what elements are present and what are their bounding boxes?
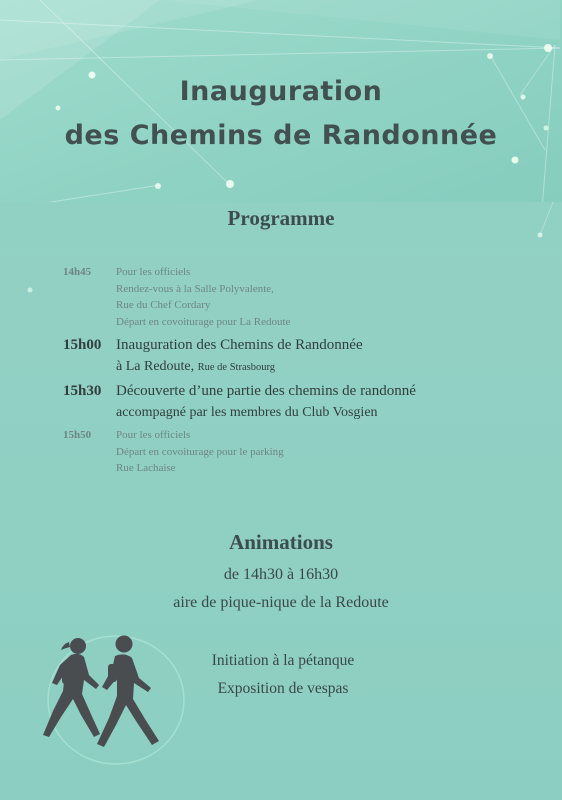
schedule-time: 15h00: [63, 337, 102, 353]
schedule-line: Inauguration des Chemins de Randonnée: [116, 337, 363, 353]
schedule-line: accompagné par les membres du Club Vosgien: [116, 405, 378, 420]
schedule-line: Rendez-vous à la Salle Polyvalente,: [116, 282, 274, 295]
animations-hours: de 14h30 à 16h30: [223, 566, 339, 583]
header-banner: [0, 0, 562, 202]
schedule-line: Rue Lachaise: [116, 462, 176, 474]
schedule-location: à La Redoute,: [116, 359, 195, 374]
activity-item: Exposition de vespas: [217, 680, 349, 697]
schedule-line: Départ en covoiturage pour La Redoute: [116, 315, 291, 328]
animations-heading: Animations: [229, 530, 333, 554]
schedule-item: [63, 334, 523, 380]
schedule-line: Pour les officiels: [116, 429, 191, 441]
programme-heading: Programme: [227, 206, 335, 230]
schedule-time: 15h50: [63, 429, 92, 441]
activity-item: Initiation à la pétanque: [211, 652, 355, 669]
schedule-street: Rue de Strasbourg: [197, 362, 276, 373]
schedule-time: 15h30: [63, 383, 102, 399]
title-line-1: Inauguration: [179, 76, 383, 107]
schedule-line: Départ en covoiturage pour le parking: [116, 445, 284, 458]
schedule-line: [116, 356, 526, 379]
hikers-silhouette-icon: [38, 628, 188, 768]
schedule-item: [63, 380, 523, 426]
animations-place: aire de pique-nique de la Redoute: [173, 594, 389, 611]
schedule-time: 14h45: [63, 266, 92, 278]
schedule-item: [63, 427, 523, 479]
schedule-line: Découverte d’une partie des chemins de randonné: [116, 383, 416, 399]
schedule-line: Rue du Chef Cordary: [116, 299, 211, 311]
schedule-item: [63, 264, 523, 332]
schedule-line: Pour les officiels: [116, 266, 191, 278]
title-line-2: des Chemins de Randonnée: [64, 120, 498, 151]
